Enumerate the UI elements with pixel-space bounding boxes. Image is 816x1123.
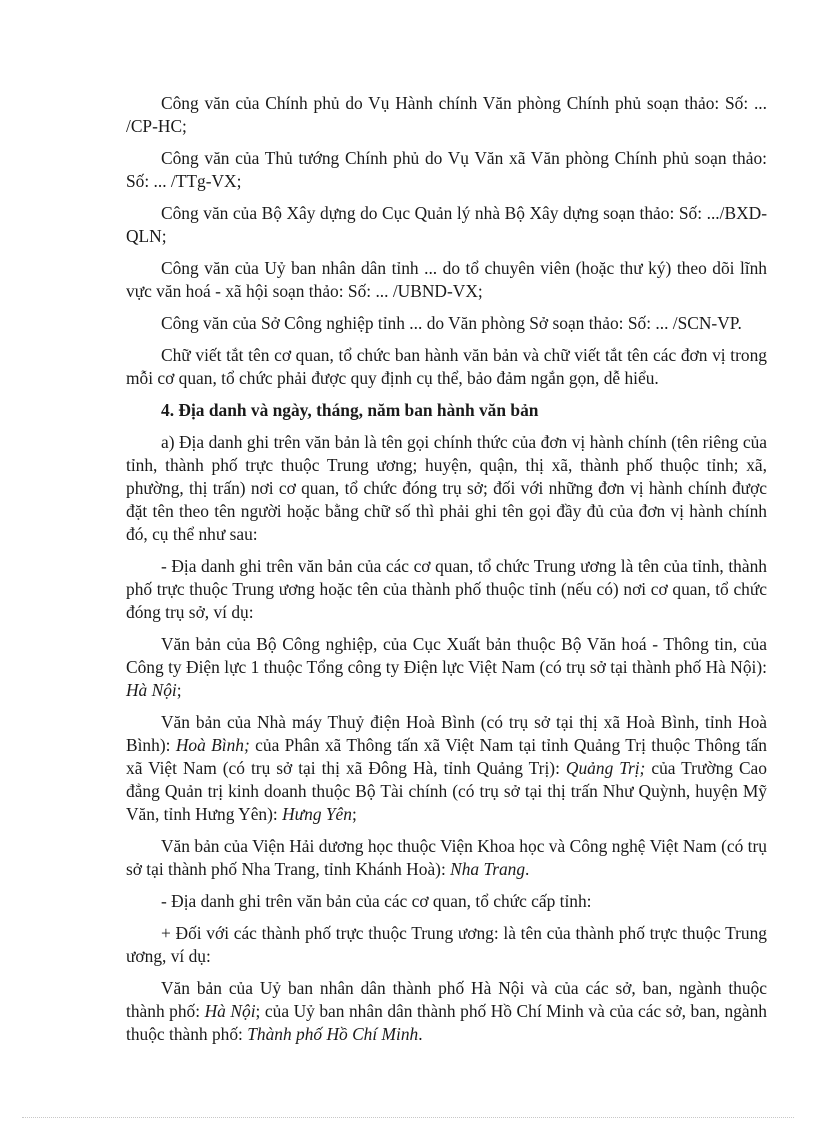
paragraph-central-cities: + Đối với các thành phố trực thuộc Trung ương: là tên của thành phố trực thuộc Trung ương, ví dụ: [126,923,767,966]
section-heading: 4. Địa danh và ngày, tháng, năm ban hành văn bản [161,400,539,420]
place-name: Nha Trang [450,859,526,879]
text: . [418,1024,423,1044]
paragraph-example-hanoi [126,633,767,702]
text: ; [351,804,357,824]
text: Văn bản của Bộ Công nghiệp, của Cục Xuất bản thuộc Bộ Văn hoá - Thông tin, của Công ty Điện lực 1 thuộc Tổng công ty Điện lực Việt Nam (có trụ sở tại thành phố Hà Nội): [126,634,767,677]
text: . [525,859,530,879]
paragraph-scn-vp: Công văn của Sở Công nghiệp tỉnh ... do Văn phòng Sở soạn thảo: Số: ... /SCN-VP. [161,313,742,333]
paragraph-place-name-definition: a) Địa danh ghi trên văn bản là tên gọi chính thức của đơn vị hành chính (tên riêng của tỉnh, thành phố trực thuộc Trung ương; huyện, quận, thị xã, thành phố thuộc tỉnh; xã, phường, thị trấn) nơi cơ quan, tổ chức đóng trụ sở; đối với những đơn vị hành chính được đặt tên theo tên người hoặc bằng chữ số thì phải ghi tên gọi đầy đủ của đơn vị hành chính đó, cụ thể như sau: [126,432,767,544]
text: Văn bản của Uỷ ban nhân dân thành phố Hà Nội và của các sở, ban, ngành thuộc thành phố: [126,978,767,1021]
paragraph-central-agencies: - Địa danh ghi trên văn bản của các cơ quan, tổ chức Trung ương là tên của tỉnh, thành phố trực thuộc Trung ương hoặc tên của thành phố thuộc tỉnh (nếu có) nơi cơ quan, tổ chức đóng trụ sở, ví dụ: [126,556,767,622]
text: ; của Uỷ ban nhân dân thành phố Hồ Chí Minh và của các sở, ban, ngành thuộc thành phố: [126,1001,768,1044]
place-name: Thành phố Hồ Chí Minh [247,1024,419,1044]
paragraph-example-nha-trang [126,835,767,881]
paragraph-provincial-agencies: - Địa danh ghi trên văn bản của các cơ quan, tổ chức cấp tỉnh: [161,891,592,911]
paragraph-ubnd-vx: Công văn của Uỷ ban nhân dân tỉnh ... do tổ chuyên viên (hoặc thư ký) theo dõi lĩnh vực văn hoá - xã hội soạn thảo: Số: ... /UBND-VX; [126,258,767,301]
text: của Trường Cao đẳng Quản trị kinh doanh thuộc Bộ Tài chính (có trụ sở tại thị trấn Như Quỳnh, huyện Mỹ Văn, tỉnh Hưng Yên): [126,758,767,824]
document-page [126,92,767,1055]
page-footer-divider [22,1117,794,1118]
place-name: Hoà Bình; [175,735,250,755]
place-name: Hà Nội [126,680,177,700]
place-name: Quảng Trị; [565,758,646,778]
paragraph-abbreviation-rule: Chữ viết tắt tên cơ quan, tổ chức ban hành văn bản và chữ viết tắt tên các đơn vị trong mỗi cơ quan, tổ chức phải được quy định cụ thể, bảo đảm ngắn gọn, dễ hiểu. [126,345,767,388]
text: ; [176,680,182,700]
paragraph-bxd-qln: Công văn của Bộ Xây dựng do Cục Quản lý nhà Bộ Xây dựng soạn thảo: Số: .../BXD-QLN; [126,203,767,246]
paragraph-example-provinces [126,711,767,826]
place-name: Hà Nội [204,1001,256,1021]
paragraph-cp-hc: Công văn của Chính phủ do Vụ Hành chính Văn phòng Chính phủ soạn thảo: Số: ... /CP-HC; [126,93,767,136]
text: Văn bản của Viện Hải dương học thuộc Viện Khoa học và Công nghệ Việt Nam (có trụ sở tại thành phố Nha Trang, tỉnh Khánh Hoà): [126,836,767,879]
text: Văn bản của Nhà máy Thuỷ điện Hoà Bình (có trụ sở tại thị xã Hoà Bình, tỉnh Hoà Bình): [126,712,767,755]
paragraph-example-cities [126,977,767,1046]
paragraph-ttg-vx: Công văn của Thủ tướng Chính phủ do Vụ Văn xã Văn phòng Chính phủ soạn thảo: Số: ... /TTg-VX; [126,148,767,191]
text: của Phân xã Thông tấn xã Việt Nam tại tỉnh Quảng Trị thuộc Thông tấn xã Việt Nam (có trụ sở tại thị xã Đông Hà, tỉnh Quảng Trị): [126,735,767,778]
place-name: Hưng Yên [282,804,352,824]
